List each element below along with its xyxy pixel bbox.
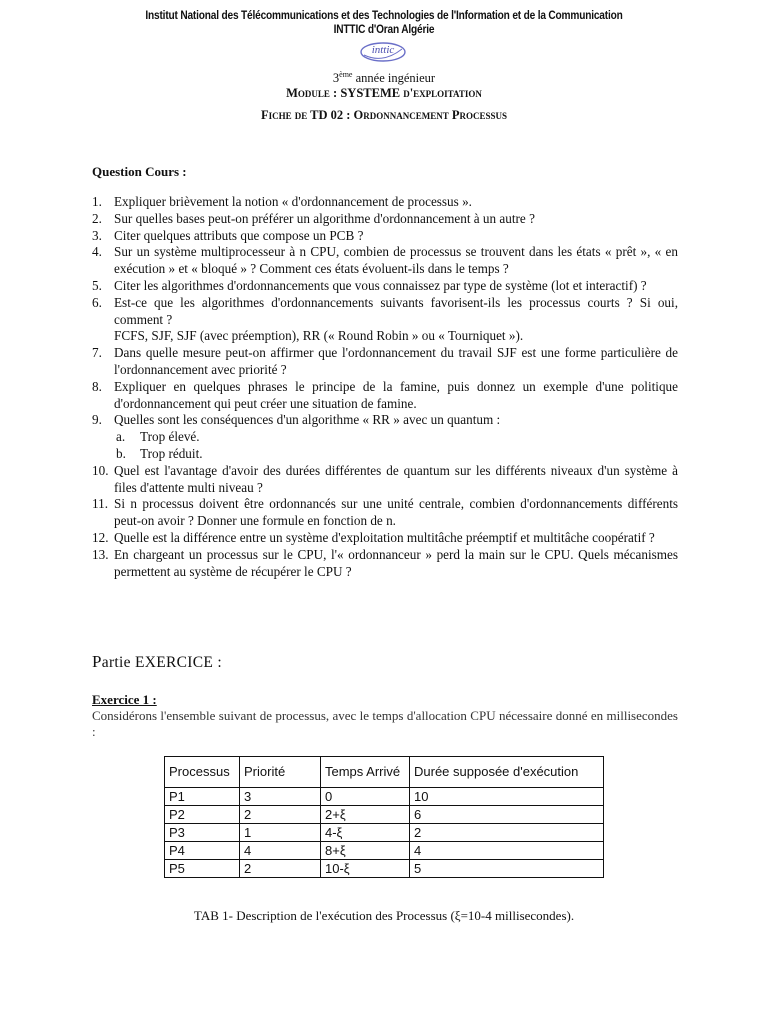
question-number: 10. (92, 462, 109, 478)
inttic-logo (358, 40, 408, 64)
question-number: 7. (92, 345, 102, 361)
question-number: 11. (92, 496, 108, 512)
question-list (92, 194, 678, 580)
cell-priorite: 2 (240, 860, 321, 878)
col-header-processus: Processus (165, 757, 240, 788)
module-title: Module : SYSTEME d'exploitation (286, 86, 482, 100)
question-text: Citer quelques attributs que compose un PCB ? (114, 227, 364, 243)
year-number: 3 (332, 71, 340, 86)
col-header-priorite: Priorité (240, 757, 321, 788)
table-row (165, 806, 604, 824)
question-sub-item (92, 446, 678, 463)
cell-temps-arrive: 2+ξ (321, 806, 410, 824)
year-sup: ème (339, 70, 353, 79)
question-extra: FCFS, SJF, SJF (avec préemption), RR (« Round Robin » ou « Tourniquet »). (114, 328, 524, 344)
question-number: 4. (92, 244, 102, 260)
table-row (165, 824, 604, 842)
question-item (92, 194, 678, 211)
cell-processus: P2 (165, 806, 240, 824)
question-number: 9. (92, 412, 102, 428)
question-number: 5. (92, 277, 102, 293)
cell-temps-arrive: 8+ξ (321, 842, 410, 860)
question-item (92, 244, 678, 278)
cell-temps-arrive: 4-ξ (321, 824, 410, 842)
question-text: Citer les algorithmes d'ordonnancements que vous connaissez par type de système (lot et interactif) ? (114, 277, 647, 293)
question-item (92, 463, 678, 497)
question-item (92, 278, 678, 295)
question-item (92, 412, 678, 429)
cell-priorite: 1 (240, 824, 321, 842)
partie-rest: artie EXERCICE : (101, 654, 222, 671)
table-row (165, 788, 604, 806)
question-text: En chargeant un processus sur le CPU, l'« ordonnanceur » perd la main sur le CPU. Quels mécanismes permettent au système de récupérer le CPU ? (114, 546, 678, 579)
cell-duree: 4 (410, 842, 604, 860)
cell-processus: P4 (165, 842, 240, 860)
institution-name: Institut National des Télécommunications et des Technologies de l'Information et de la Communication (145, 10, 623, 22)
process-table (164, 756, 604, 878)
year-line (0, 70, 768, 86)
cell-priorite: 4 (240, 842, 321, 860)
cell-processus: P3 (165, 824, 240, 842)
sub-text: Trop élevé. (140, 429, 200, 445)
question-text: Si n processus doivent être ordonnancés sur une unité centrale, combien d'ordonnancements différents peut-on avoir ? Donner une formule en fonction de n. (114, 496, 678, 529)
question-text: Est-ce que les algorithmes d'ordonnancements suivants favorisent-ils les processus courts ? Si oui, comment ? (114, 294, 678, 327)
question-sub-item (92, 429, 678, 446)
cell-temps-arrive: 10-ξ (321, 860, 410, 878)
year-rest: année ingénieur (352, 71, 436, 86)
table-row (165, 842, 604, 860)
cell-processus: P5 (165, 860, 240, 878)
question-item (92, 228, 678, 245)
partie-initial: P (92, 652, 102, 671)
cell-priorite: 3 (240, 788, 321, 806)
table-header-row (165, 757, 604, 788)
question-text: Dans quelle mesure peut-on affirmer que l'ordonnancement du travail SJF est une forme particulière de l'ordonnancement avec priorité ? (114, 345, 678, 377)
exercice-1-title: Exercice 1 : (92, 692, 157, 707)
exercice-1-description: Considérons l'ensemble suivant de processus, avec le temps d'allocation CPU nécessaire donné en millisecondes : (92, 708, 678, 739)
question-text: Quel est l'avantage d'avoir des durées différentes de quantum sur les différents niveaux d'un système à files d'attente multi niveau ? (114, 462, 678, 495)
question-item (92, 379, 678, 413)
question-number: 8. (92, 378, 102, 394)
partie-exercice-heading (92, 652, 222, 672)
question-number: 13. (92, 546, 109, 562)
question-number: 2. (92, 210, 102, 226)
cell-priorite: 2 (240, 806, 321, 824)
question-number: 12. (92, 529, 109, 545)
cell-duree: 2 (410, 824, 604, 842)
table-caption: TAB 1- Description de l'exécution des Processus (ξ=10-4 millisecondes). (193, 908, 575, 923)
cell-duree: 6 (410, 806, 604, 824)
question-item (92, 211, 678, 228)
question-text: Expliquer en quelques phrases le principe de la famine, puis donnez un exemple d'une politique d'ordonnancement qui peut créer une situation de famine. (114, 378, 678, 411)
question-text: Expliquer brièvement la notion « d'ordonnancement de processus ». (114, 194, 472, 209)
question-number: 1. (92, 194, 102, 209)
sub-label: b. (116, 445, 126, 461)
question-item (92, 547, 678, 581)
institution-location: INTTIC d'Oran Algérie (333, 24, 435, 36)
cell-processus: P1 (165, 788, 240, 806)
cell-duree: 5 (410, 860, 604, 878)
col-header-temps-arrive: Temps Arrivé (321, 757, 410, 788)
question-item (92, 496, 678, 530)
question-item (92, 295, 678, 345)
sub-text: Trop réduit. (140, 445, 203, 461)
cell-temps-arrive: 0 (321, 788, 410, 806)
fiche-title: Fiche de TD 02 : Ordonnancement Processus (260, 108, 508, 122)
table-row (165, 860, 604, 878)
sub-label: a. (116, 429, 126, 445)
question-number: 6. (92, 294, 102, 310)
question-text: Quelles sont les conséquences d'un algorithme « RR » avec un quantum : (114, 412, 501, 428)
cell-duree: 10 (410, 788, 604, 806)
question-item (92, 530, 678, 547)
logo-text: inttic (371, 44, 395, 56)
question-text: Quelle est la différence entre un système d'exploitation multitâche préemptif et multitâche coopératif ? (114, 529, 655, 545)
question-cours-title: Question Cours : (92, 164, 187, 179)
question-text: Sur quelles bases peut-on préférer un algorithme d'ordonnancement à un autre ? (114, 210, 535, 226)
question-item (92, 345, 678, 379)
question-text: Sur un système multiprocesseur à n CPU, combien de processus se trouvent dans les états « prêt », « en exécution » et « bloqué » ? Comment ces états évoluent-ils dans le temps ? (114, 244, 678, 277)
col-header-duree: Durée supposée d'exécution (410, 757, 604, 788)
question-number: 3. (92, 227, 102, 243)
